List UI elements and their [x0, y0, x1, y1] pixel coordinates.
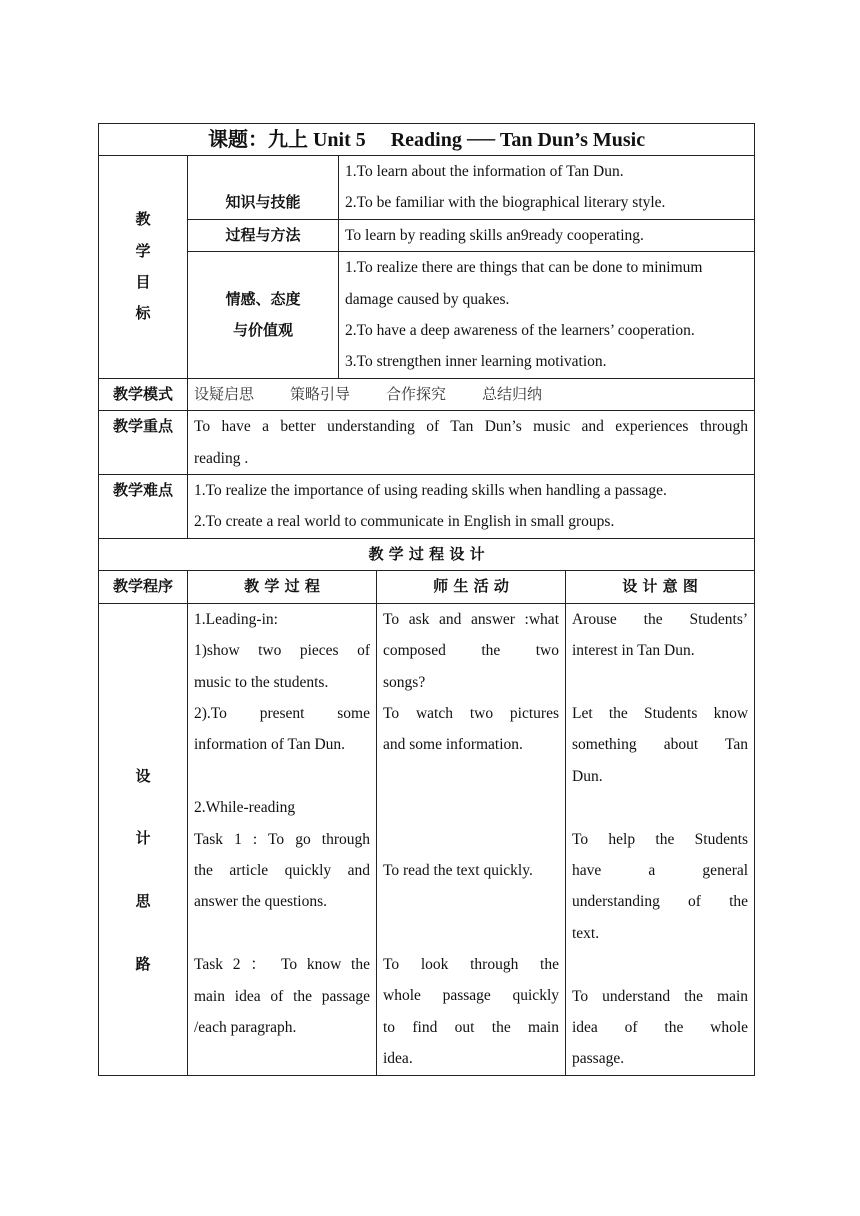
- intent-line: something about Tan: [572, 736, 749, 754]
- process-line: information of Tan Dun.: [194, 736, 346, 754]
- lesson-title-prefix: 课题：九上: [207, 127, 308, 151]
- process-line: 1)show two pieces of: [194, 642, 370, 660]
- difficulty-label: 教学难点: [99, 475, 188, 539]
- design-header-row: [99, 538, 755, 570]
- intent-line: passage.: [572, 1050, 625, 1068]
- design-activity-cell: [377, 603, 566, 1075]
- key-point-text: [188, 411, 755, 475]
- mode-item: 设疑启思: [194, 384, 255, 403]
- design-label-char: 设: [135, 766, 151, 785]
- objective-line: 3.To strengthen inner learning motivation.: [345, 353, 607, 371]
- process-line: 2.While-reading: [194, 799, 296, 817]
- objective-category-label: 过程与方法: [225, 225, 301, 244]
- lesson-plan-table: [98, 123, 755, 1076]
- intent-line: interest in Tan Dun.: [572, 642, 695, 660]
- objective-line: 1.To learn about the information of Tan Dun.: [345, 163, 624, 180]
- mode-items: [188, 378, 755, 410]
- intent-line: To understand the main: [572, 987, 749, 1005]
- lesson-title-text: Unit 5 Reading ── Tan Dun’s Music: [307, 129, 646, 151]
- mode-label: 教学模式: [99, 378, 188, 410]
- process-line: main idea of the passage: [194, 987, 370, 1005]
- mode-item: 合作探究: [386, 384, 447, 403]
- activity-line: To ask and answer :what: [383, 610, 559, 628]
- process-line: the article quickly and: [194, 861, 370, 879]
- activity-line: whole passage quickly: [383, 987, 559, 1005]
- intent-line: idea of the whole: [572, 1018, 749, 1036]
- difficulty-text: [188, 475, 755, 539]
- process-line: 1.Leading-in:: [194, 610, 278, 628]
- intent-line: To help the Students: [572, 830, 749, 848]
- key-point-label: 教学重点: [99, 411, 188, 475]
- design-header: 教 学 过 程 设 计: [99, 538, 755, 570]
- key-point-line: To have a better understanding of Tan Dun’s music and experiences through: [194, 418, 749, 436]
- process-line: answer the questions.: [194, 893, 328, 911]
- design-label: [99, 603, 188, 1075]
- design-body-row: [99, 603, 755, 1075]
- objectives-label: [99, 156, 188, 379]
- lesson-title: [99, 124, 755, 156]
- design-label-char: 路: [135, 955, 151, 974]
- intent-line: understanding of the: [572, 893, 749, 911]
- difficulty-line: 1.To realize the importance of using reading skills when handling a passage.: [194, 482, 667, 500]
- objective-category-label: 知识与技能: [225, 193, 301, 212]
- intent-line: Dun.: [572, 767, 603, 785]
- objective-line: damage caused by quakes.: [345, 290, 510, 308]
- objectives-row-knowledge: [99, 156, 755, 220]
- objective-category-process: [188, 219, 339, 251]
- activity-line: To read the text quickly.: [383, 861, 533, 879]
- mode-item: 总结归纳: [482, 384, 543, 403]
- process-line: /each paragraph.: [194, 1018, 297, 1036]
- objectives-row-process: [99, 219, 755, 251]
- objective-category-label: 情感、态度: [225, 289, 301, 308]
- column-header-procedure: 教学程序: [99, 571, 188, 603]
- activity-line: and some information.: [383, 736, 523, 754]
- objective-line: 2.To have a deep awareness of the learners’ cooperation.: [345, 322, 695, 340]
- activity-line: to find out the main: [383, 1018, 559, 1036]
- intent-line: Arouse the Students’: [572, 610, 749, 628]
- intent-line: Let the Students know: [572, 704, 749, 722]
- activity-line: idea.: [383, 1050, 413, 1068]
- column-header-process: 教 学 过 程: [188, 571, 377, 603]
- design-label-char: 计: [135, 829, 151, 848]
- column-header-row: [99, 571, 755, 603]
- objective-category-emotion: [188, 252, 339, 379]
- objective-line: To learn by reading skills an9ready cooperating.: [345, 226, 644, 244]
- objectives-label-char: 目: [135, 272, 151, 291]
- difficulty-row: [99, 475, 755, 539]
- activity-line: songs?: [383, 673, 426, 691]
- objective-category-label: 与价值观: [232, 321, 293, 340]
- design-intent-cell: [566, 603, 755, 1075]
- design-process-cell: [188, 603, 377, 1075]
- process-line: Task 2 ： To know the: [194, 956, 370, 974]
- key-point-row: [99, 411, 755, 475]
- activity-line: composed the two: [383, 642, 559, 660]
- column-header-intent: 设 计 意 图: [566, 571, 755, 603]
- activity-line: To look through the: [383, 956, 559, 974]
- design-label-char: 思: [135, 892, 151, 911]
- objective-detail-emotion: [339, 252, 755, 379]
- process-line: 2).To present some: [194, 704, 370, 722]
- objectives-label-char: 学: [135, 241, 151, 260]
- objectives-label-char: 教: [135, 210, 151, 229]
- title-row: [99, 124, 755, 156]
- intent-line: have a general: [572, 861, 749, 879]
- activity-line: To watch two pictures: [383, 704, 559, 722]
- objective-detail-knowledge: [339, 156, 755, 220]
- column-header-activity: 师 生 活 动: [377, 571, 566, 603]
- process-line: Task 1 : To go through: [194, 830, 370, 848]
- objective-line: 2.To be familiar with the biographical literary style.: [345, 194, 666, 212]
- intent-line: text.: [572, 924, 600, 942]
- process-line: music to the students.: [194, 673, 329, 691]
- mode-item: 策略引导: [290, 384, 351, 403]
- objective-category-knowledge: [188, 156, 339, 220]
- objectives-row-emotion: [99, 252, 755, 379]
- objective-line: 1.To realize there are things that can be done to minimum: [345, 259, 703, 277]
- objective-detail-process: [339, 219, 755, 251]
- objectives-label-char: 标: [135, 304, 151, 323]
- mode-row: [99, 378, 755, 410]
- key-point-line: reading .: [194, 449, 249, 467]
- difficulty-line: 2.To create a real world to communicate in English in small groups.: [194, 513, 615, 531]
